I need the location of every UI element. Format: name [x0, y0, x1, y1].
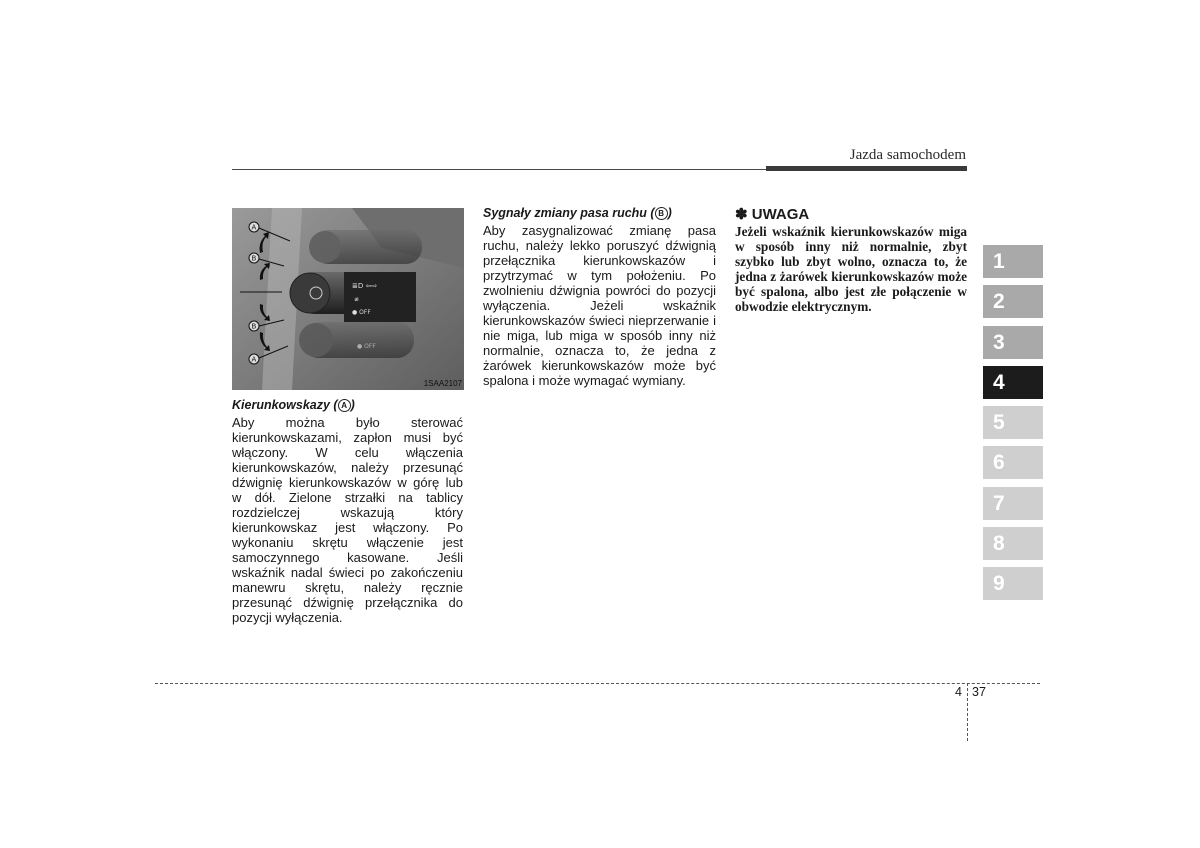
chapter-tab-2[interactable]: 2 — [983, 285, 1043, 318]
svg-text:A: A — [251, 355, 257, 364]
svg-text:● OFF: ● OFF — [357, 343, 376, 350]
turn-signals-section — [232, 398, 463, 625]
svg-text:≣D ⇦⇨: ≣D ⇦⇨ — [352, 282, 378, 290]
marker-a-icon: A — [338, 399, 351, 412]
heading-text: Kierunkowskazy ( — [232, 398, 338, 412]
lane-change-section — [483, 206, 716, 388]
chapter-tab-7[interactable]: 7 — [983, 487, 1043, 520]
svg-text:B: B — [251, 322, 257, 331]
svg-text:B: B — [251, 254, 257, 263]
chapter-tab-3[interactable]: 3 — [983, 326, 1043, 359]
note-body: Jeżeli wskaźnik kierunkowskazów miga w sposób inny niż normalnie, zbyt szybko lub zbyt wolno, oznacza to, że jedna z żarówek kierunkowskazów może być spalona, albo jest złe połączenie w obwodzie elektrycznym. — [735, 224, 967, 314]
chapter-number: 4 — [955, 685, 962, 699]
section-heading — [483, 206, 716, 221]
section-body: Aby zasygnalizować zmianę pasa ruchu, należy lekko poruszyć dźwignią przełącznika kierunkowskazów i przytrzymać w tym położeniu. Po zwolnieniu dźwignia powróci do pozycji wyłączenia. Jeżeli wskaźnik kierunkowskazów świeci nieprzerwanie i nie miga, lub miga w sposób inny niż normalnie, oznacza to, że jedna z żarówek kierunkowskazów może być spalona i może wymagać wymiany. — [483, 223, 716, 388]
figure-code: 1SAA2107 — [423, 379, 462, 388]
chapter-tab-1[interactable]: 1 — [983, 245, 1043, 278]
section-heading — [232, 398, 463, 413]
chapter-tab-6[interactable]: 6 — [983, 446, 1043, 479]
chapter-tab-4[interactable]: 4 — [983, 366, 1043, 399]
svg-text:A: A — [251, 223, 257, 232]
svg-text:● OFF: ● OFF — [352, 309, 371, 316]
note-box — [735, 206, 967, 314]
heading-close: ) — [667, 206, 672, 220]
footer-divider — [967, 683, 968, 741]
note-asterisk-icon: ✽ — [735, 206, 748, 223]
running-header: Jazda samochodem — [849, 147, 966, 163]
header-rule-accent — [766, 166, 967, 171]
section-body: Aby można było sterować kierunkowskazami, zapłon musi być włączony. W celu włączenia kierunkowskazów, należy przesunąć dźwignię kierunkowskazów w górę lub w dół. Zielone strzałki na tablicy rozdzielczej wskazują który kierunkowskaz jest włączony. Po wykonaniu skrętu włączenie jest samoczynnego kasowane. Jeśli wskaźnik nadal świeci po zakończeniu manewru skrętu, należy ręcznie przesunąć dźwignię przełącznika do pozycji wyłączenia. — [232, 415, 463, 625]
lever-illustration — [232, 208, 464, 390]
footer-rule — [155, 683, 1040, 684]
page-number: 37 — [972, 685, 986, 699]
heading-close: ) — [350, 398, 355, 412]
chapter-tab-9[interactable]: 9 — [983, 567, 1043, 600]
marker-b-icon: B — [655, 207, 668, 220]
chapter-tab-5[interactable]: 5 — [983, 406, 1043, 439]
note-heading — [735, 206, 967, 224]
svg-text:≢: ≢ — [354, 296, 360, 303]
chapter-tab-8[interactable]: 8 — [983, 527, 1043, 560]
note-title: UWAGA — [751, 206, 810, 223]
chapter-tabs — [983, 245, 1043, 608]
heading-text: Sygnały zmiany pasa ruchu ( — [483, 206, 655, 220]
turn-signal-lever-photo — [232, 208, 464, 390]
